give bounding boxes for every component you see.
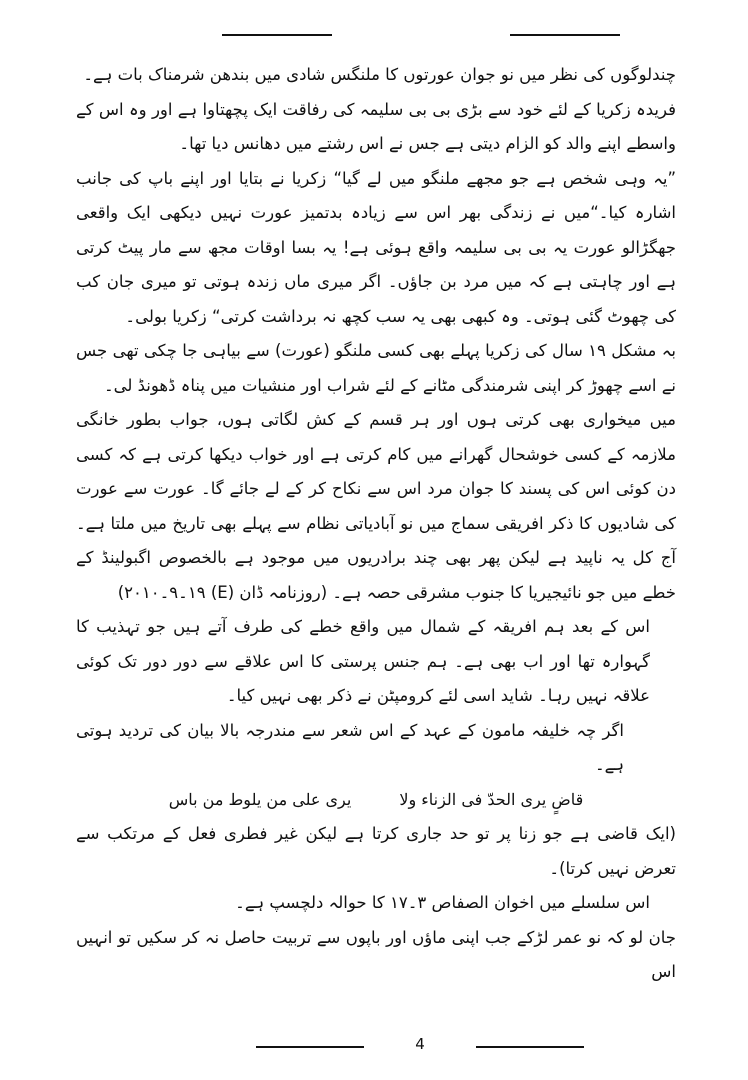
- bottom-rule-left: [256, 1046, 364, 1048]
- paragraph: ”یہ وہی شخص ہے جو مجھے ملنگو میں لے گیا“ زکریا نے بتایا اور اپنے باپ کی جانب اشارہ کیا۔“میں نے زندگی بھر اس سے زیادہ بدتمیز عورت نہیں دیکھی ایک واقعی جھگڑالو عورت یہ بی بی سلیمہ واقع ہوئی ہے! یہ بسا اوقات مجھ سے مار پیٹ کرتی ہے اور چاہتی ہے کہ میں مرد بن جاؤں۔ اگر میری ماں زندہ ہوتی تو میری جان کب کی چھوٹ گئی ہوتی۔ وہ کبھی بھی یہ سب کچھ نہ برداشت کرتی“ زکریا بولی۔: [76, 168, 676, 326]
- paragraph: فریدہ زکریا کے لئے خود سے بڑی بی بی سلیمہ کی رفاقت ایک پچھتاوا ہے اور وہ اس کے واسطے اپنے والد کو الزام دیتی ہے جس نے اس رشتے میں دھانس دیا تھا۔: [76, 99, 676, 153]
- page-number: 4: [415, 1035, 425, 1053]
- top-rule-left: [222, 34, 332, 36]
- arabic-verse: [76, 783, 676, 818]
- verse-hemistich-first: قاضٍ یری الحدّ فی الزناء ولا: [399, 789, 584, 809]
- paragraph: جان لو کہ نو عمر لڑکے جب اپنی ماؤں اور باپوں سے تربیت حاصل نہ کر سکیں تو انہیں اس: [76, 927, 676, 981]
- paragraph: چندلوگوں کی نظر میں نو جوان عورتوں کا ملنگس شادی میں بندھن شرمناک بات ہے۔: [83, 65, 676, 84]
- top-rule-right: [510, 34, 620, 36]
- paragraph: اگر چہ خلیفہ مامون کے عہد کے اس شعر سے مندرجہ بالا بیان کی تردید ہوتی ہے۔: [76, 720, 624, 774]
- paragraph: میں میخواری بھی کرتی ہوں اور ہر قسم کے کش لگاتی ہوں، جواب بطور خانگی ملازمہ کے کسی خوشحال گھرانے میں کام کرتی ہے اور خواب دیکھا کرتی ہے کہ کسی دن کوئی اس کی پسند کا جوان مرد اس سے نکاح کر کے لے جائے گا۔ عورت سے عورت کی شادیوں کا ذکر افریقی سماج میں نو آبادیاتی نظام سے پہلے بھی تاریخ میں ملتا ہے۔ آج کل یہ ناپید ہے لیکن پھر بھی چند برادریوں میں موجود ہے بالخصوص اگبولینڈ کے خطے میں جو نائیجیریا کا جنوب مشرقی حصہ ہے۔ (روزنامہ ڈان (E) ۱۹۔۹۔۲۰۱۰): [76, 410, 676, 602]
- paragraph: اس سلسلے میں اخوان الصفاص ۳۔۱۷ کا حوالہ دلچسپ ہے۔: [235, 893, 650, 912]
- verse-translation: (ایک قاضی ہے جو زنا پر تو حد جاری کرتا ہے لیکن غیر فطری فعل کے مرتکب سے تعرض نہیں کرتا)۔: [76, 824, 676, 878]
- verse-hemistich-second: یری علی من یلوط من باس: [168, 789, 352, 809]
- body-text: [76, 58, 676, 990]
- bottom-rule-right: [476, 1046, 584, 1048]
- paragraph: اس کے بعد ہم افریقہ کے شمال میں واقع خطے کی طرف آتے ہیں جو تہذیب کا گہوارہ تھا اور اب بھی ہے۔ ہم جنس پرستی کا اس علاقے سے دور دور تک کوئی علاقہ نہیں رہا۔ شاید اسی لئے کرومپٹن نے ذکر بھی نہیں کیا۔: [76, 617, 650, 705]
- paragraph: بہ مشکل ۱۹ سال کی زکریا پہلے بھی کسی ملنگو (عورت) سے بیاہی جا چکی تھی جس نے اسے چھوڑ کر اپنی شرمندگی مٹانے کے لئے شراب اور منشیات میں پناہ ڈھونڈ لی۔: [76, 341, 676, 395]
